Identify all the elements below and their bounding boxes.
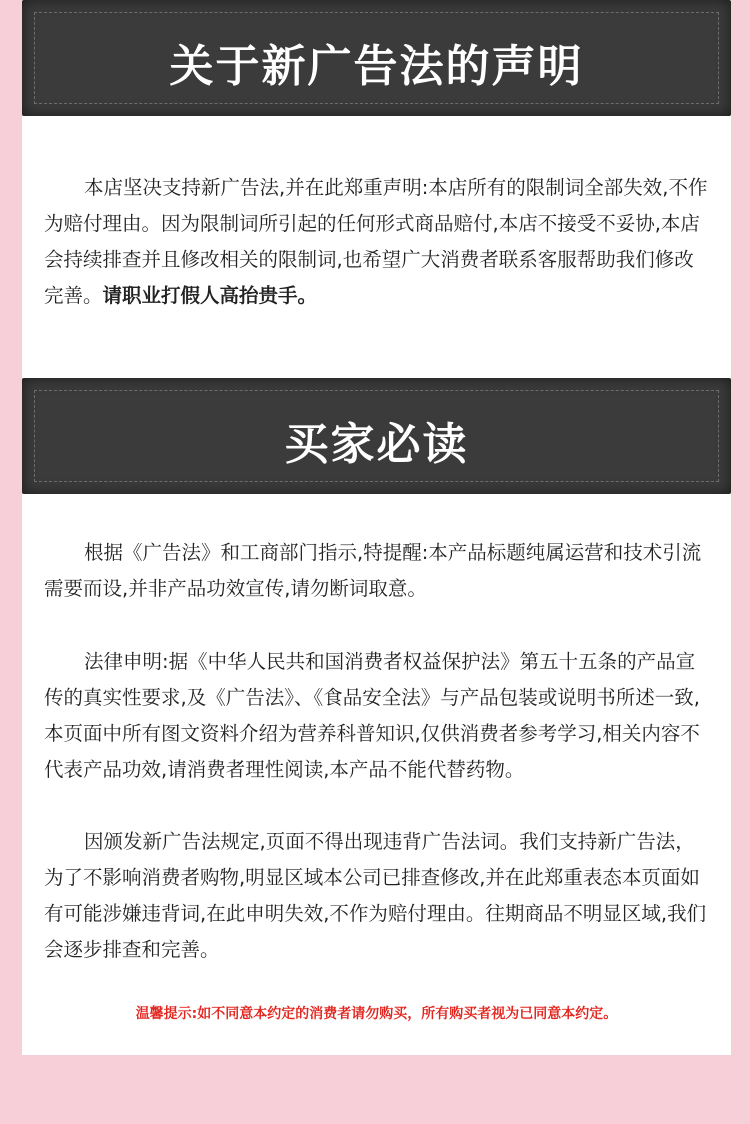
buyer-notice-title: 买家必读 xyxy=(284,419,469,470)
ad-law-paragraph: 根据《广告法》和工商部门指示,特提醒:本产品标题纯属运营和技术引流需要而设,并非产品功效宣传,请勿断词取意。 xyxy=(44,541,702,600)
statement-text: 本店坚决支持新广告法,并在此郑重声明:本店所有的限制词全部失效,不作为赔付理由。因为限制词所引起的任何形式商品赔付,本店不接受不妥协,本店会持续排查并且修改相关的限制词,也希望广大消费者联系客服帮助我们修改完善。 xyxy=(44,176,708,307)
warm-tip: 温馨提示:如不同意本约定的消费者请勿购买，所有购买者视为已同意本约定。 xyxy=(135,1006,618,1022)
statement-paragraph xyxy=(44,170,708,314)
new-ad-law-paragraph: 因颁发新广告法规定,页面不得出现违背广告法词。我们支持新广告法，为了不影响消费者购物,明显区域本公司已排查修改,并在此郑重表态本页面如有可能涉嫌违背词,在此申明失效,不作为赔付理由。往期商品不明显区域,我们会逐步排查和完善。 xyxy=(44,830,707,961)
buyer-notice-banner xyxy=(22,378,731,494)
statement-title: 关于新广告法的声明 xyxy=(169,41,584,92)
legal-statement-paragraph: 法律申明:据《中华人民共和国消费者权益保护法》第五十五条的产品宣传的真实性要求,及《广告法》、《食品安全法》与产品包装或说明书所述一致,本页面中所有图文资料介绍为营养科普知识,仅供消费者参考学习,相关内容不代表产品功效,请消费者理性阅读,本产品不能代替药物。 xyxy=(44,650,700,781)
statement-emphasis: 请职业打假人高抬贵手。 xyxy=(102,284,318,307)
statement-banner xyxy=(22,0,731,116)
